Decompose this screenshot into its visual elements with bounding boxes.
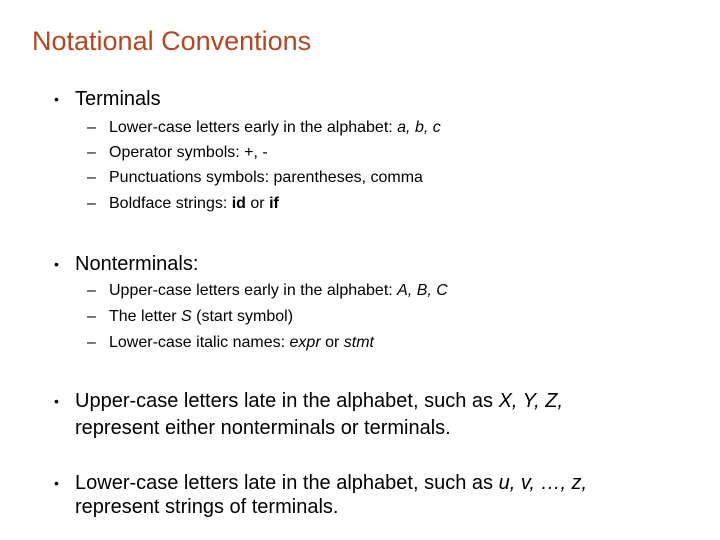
nonterminals-heading: Nonterminals: [75, 253, 199, 275]
upper-late-line2: represent either nonterminals or terminals. [75, 417, 451, 439]
terminals-item-text: Operator symbols: +, - [109, 144, 268, 161]
dash-icon: – [87, 308, 96, 325]
bullet-icon: • [54, 393, 59, 409]
dash-icon: – [87, 282, 96, 299]
dash-icon: – [87, 334, 96, 351]
slide-title: Notational Conventions [32, 26, 312, 56]
dash-icon: – [87, 119, 96, 136]
bullet-icon: • [54, 91, 59, 107]
terminals-heading: Terminals [75, 88, 161, 110]
dash-icon: – [87, 144, 96, 161]
lower-late-line1: Lower-case letters late in the alphabet, such as u, v, …, z, [75, 472, 588, 494]
nonterminals-item-text: Lower-case italic names: expr or stmt [109, 334, 374, 351]
dash-icon: – [87, 169, 96, 186]
dash-icon: – [87, 195, 96, 212]
lower-late-line2: represent strings of terminals. [75, 496, 339, 518]
terminals-item-text: Punctuations symbols: parentheses, comma [109, 169, 423, 186]
nonterminals-item-text: Upper-case letters early in the alphabet: A, B, C [109, 282, 448, 299]
bullet-icon: • [54, 256, 59, 272]
bullet-icon: • [54, 475, 59, 491]
upper-late-line1: Upper-case letters late in the alphabet, such as X, Y, Z, [75, 390, 564, 412]
terminals-item-text: Boldface strings: id or if [109, 195, 279, 212]
terminals-item-text: Lower-case letters early in the alphabet: a, b, c [109, 119, 441, 136]
nonterminals-item-text: The letter S (start symbol) [109, 308, 294, 325]
